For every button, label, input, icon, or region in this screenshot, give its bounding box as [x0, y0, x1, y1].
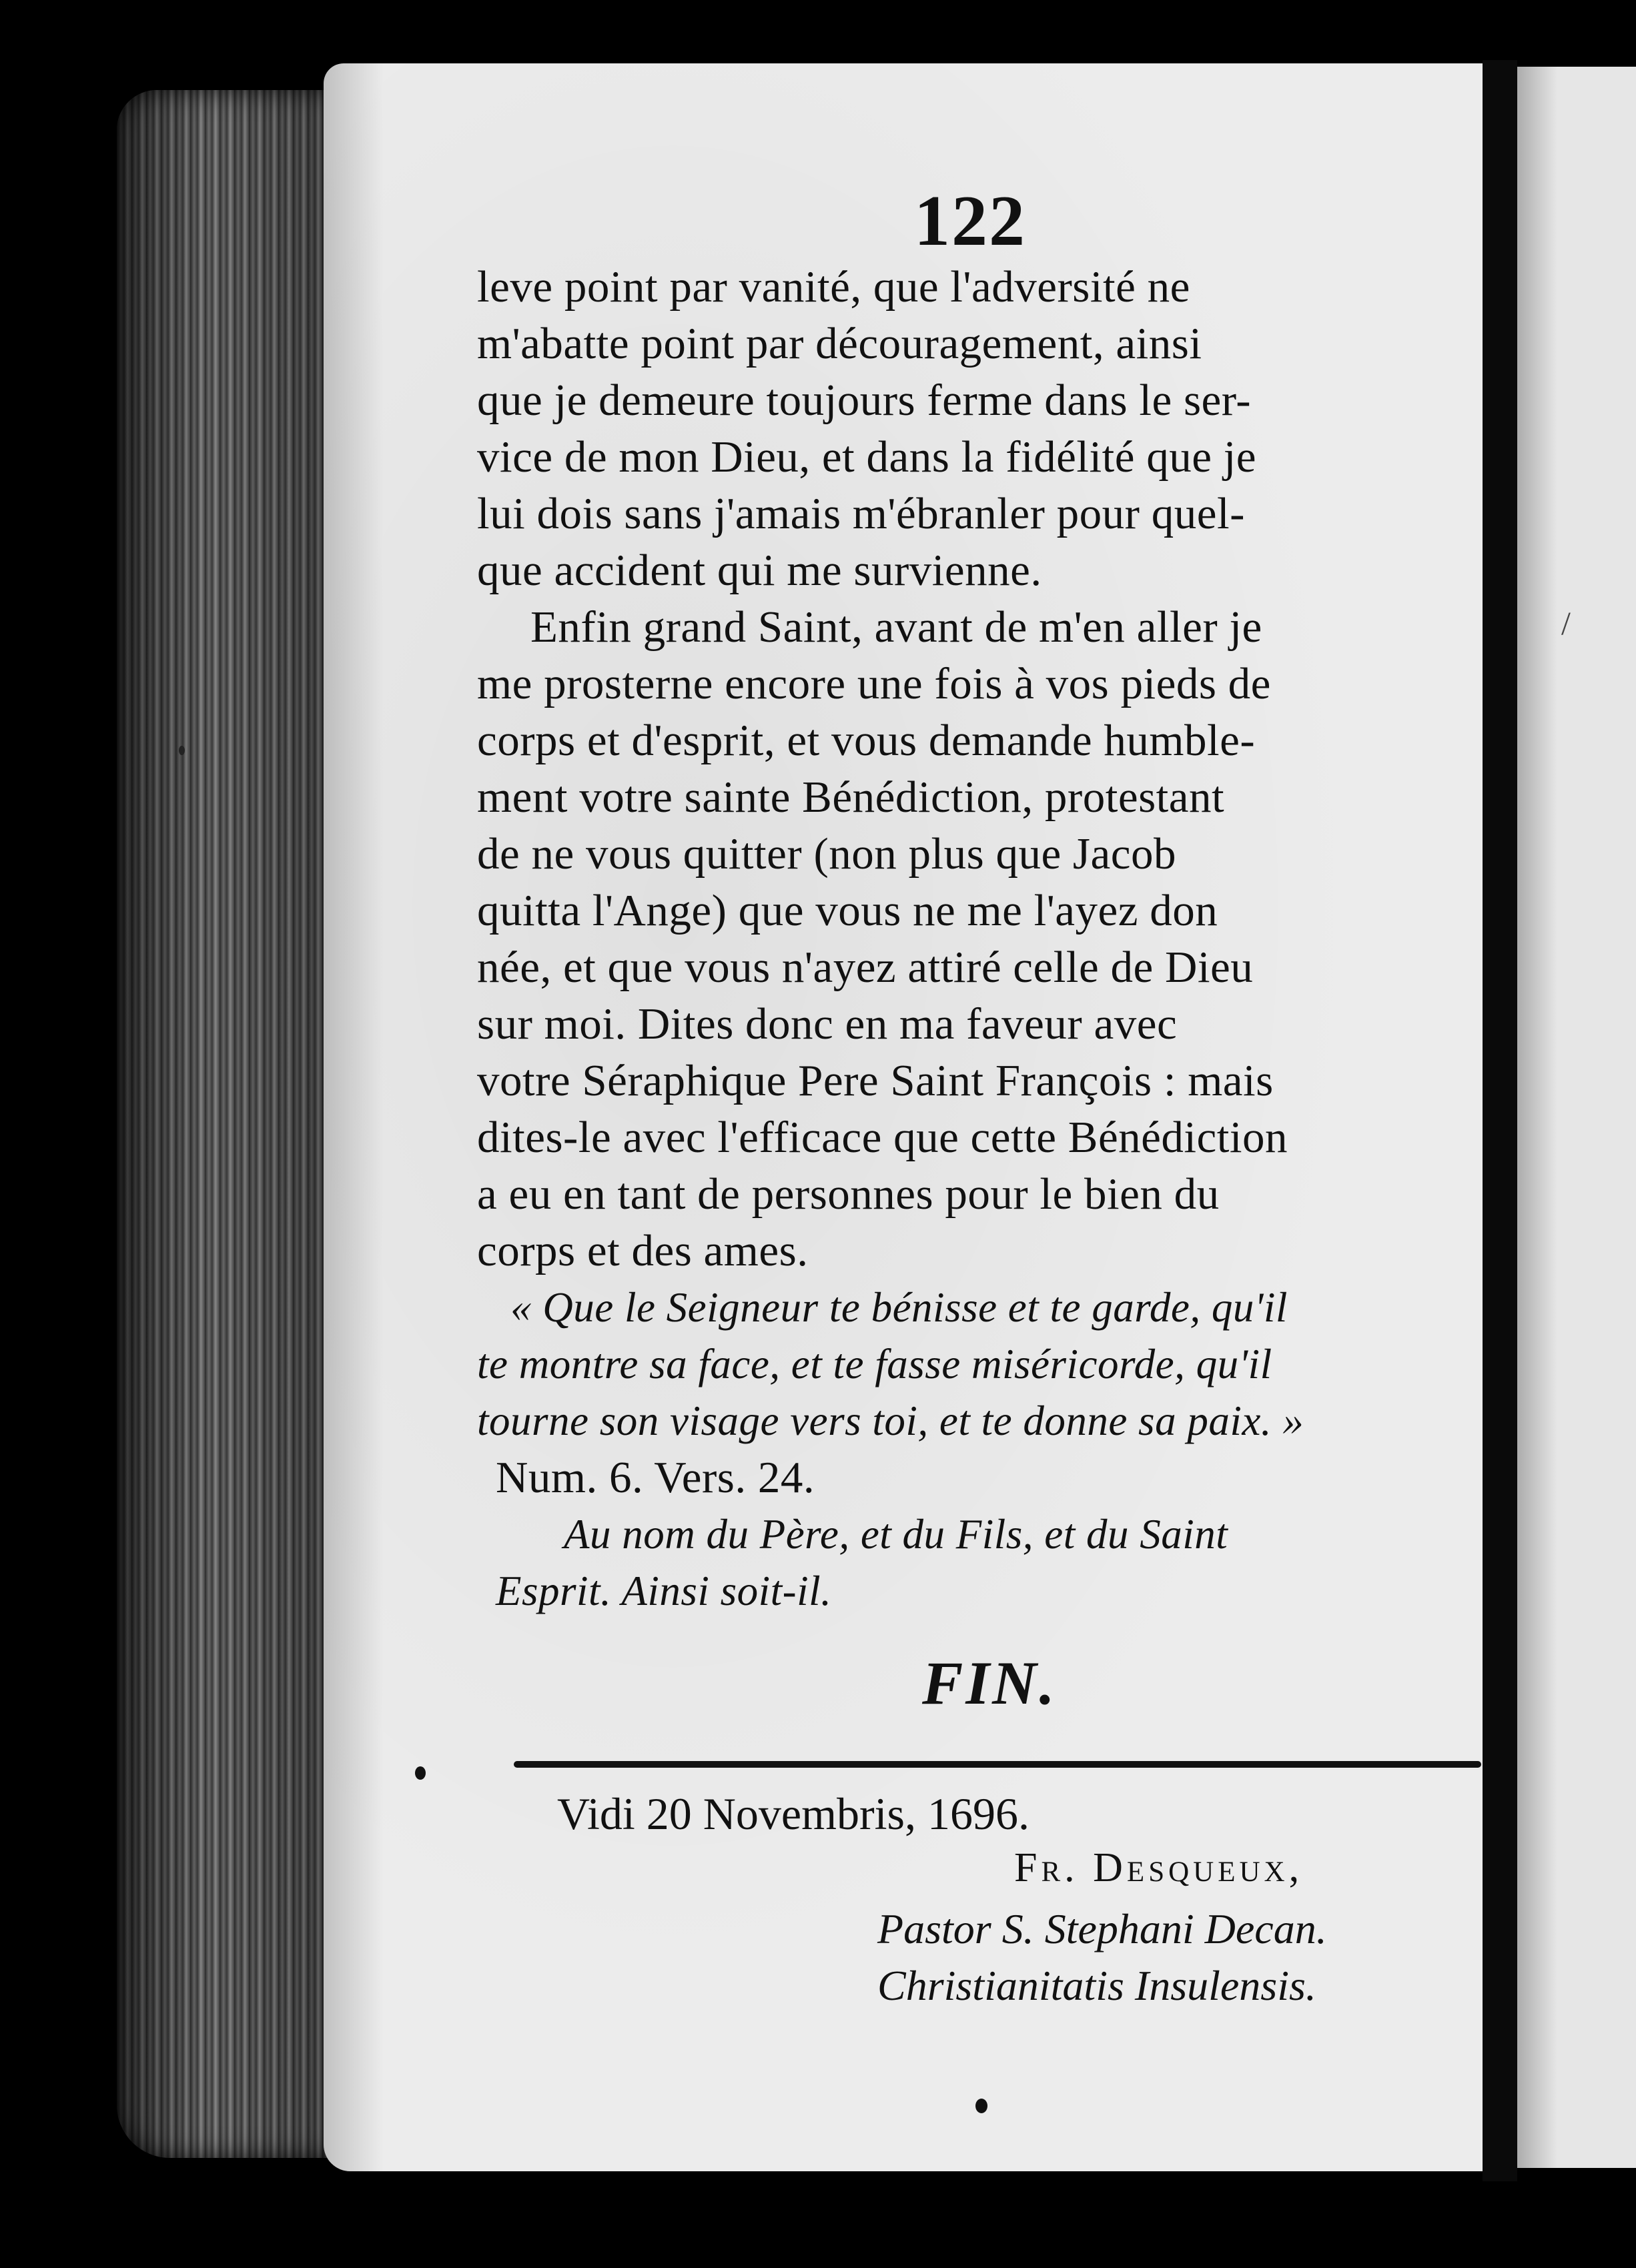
divider-rule: [514, 1761, 1481, 1768]
ink-dot: [975, 2099, 987, 2113]
body-line: corps et des ames.: [477, 1226, 809, 1275]
stray-ink-mark: [415, 1766, 426, 1780]
body-line: quitta l'Ange) que vous ne me l'ayez don: [477, 886, 1218, 935]
body-line: corps et d'esprit, et vous demande humble-: [477, 716, 1256, 765]
blessing-line: Au nom du Père, et du Fils, et du Saint: [564, 1511, 1228, 1558]
body-line: dites-le avec l'efficace que cette Bénédiction: [477, 1113, 1288, 1162]
quote-line: « Que le Seigneur te bénisse et te garde, qu'il: [510, 1284, 1288, 1331]
facing-page-mark: /: [1561, 604, 1571, 642]
approval-title-line: Pastor S. Stephani Decan.: [877, 1905, 1327, 1952]
body-line: de ne vous quitter (non plus que Jacob: [477, 829, 1176, 879]
body-line: leve point par vanité, que l'adversité ne: [477, 262, 1190, 312]
fin-heading: FIN.: [922, 1649, 1058, 1717]
body-line: m'abatte point par découragement, ainsi: [477, 319, 1202, 368]
body-line: votre Séraphique Pere Saint François : mais: [477, 1056, 1274, 1105]
approval-signer: Fr. Desqueux,: [1014, 1845, 1304, 1890]
body-line: que je demeure toujours ferme dans le ser-: [477, 376, 1252, 425]
scripture-reference: Num. 6. Vers. 24.: [496, 1453, 815, 1502]
blessing-line: Esprit. Ainsi soit-il.: [496, 1568, 832, 1614]
body-line: que accident qui me survienne.: [477, 546, 1042, 595]
body-line: ment votre sainte Bénédiction, protestant: [477, 772, 1225, 822]
body-line: a eu en tant de personnes pour le bien du: [477, 1169, 1220, 1219]
body-line: vice de mon Dieu, et dans la fidélité que je: [477, 432, 1257, 482]
facing-page-edge: [1517, 67, 1636, 2168]
page-number: 122: [914, 181, 1026, 261]
quote-line: tourne son visage vers toi, et te donne sa paix. »: [477, 1397, 1304, 1444]
stray-ink-mark: [179, 746, 185, 755]
approval-title-line: Christianitatis Insulensis.: [877, 1962, 1316, 2009]
body-line: Enfin grand Saint, avant de m'en aller je: [530, 602, 1262, 652]
body-line: sur moi. Dites donc en ma faveur avec: [477, 999, 1178, 1049]
book-gutter: [1483, 60, 1517, 2181]
body-line: née, et que vous n'ayez attiré celle de Dieu: [477, 943, 1254, 992]
body-line: me prosterne encore une fois à vos pieds de: [477, 659, 1271, 708]
quote-line: te montre sa face, et te fasse miséricorde, qu'il: [477, 1341, 1272, 1387]
body-line: lui dois sans j'amais m'ébranler pour quel-: [477, 489, 1245, 538]
approval-date: Vidi 20 Novembris, 1696.: [557, 1788, 1030, 1839]
book-fore-edge-shadow: [117, 90, 344, 2158]
